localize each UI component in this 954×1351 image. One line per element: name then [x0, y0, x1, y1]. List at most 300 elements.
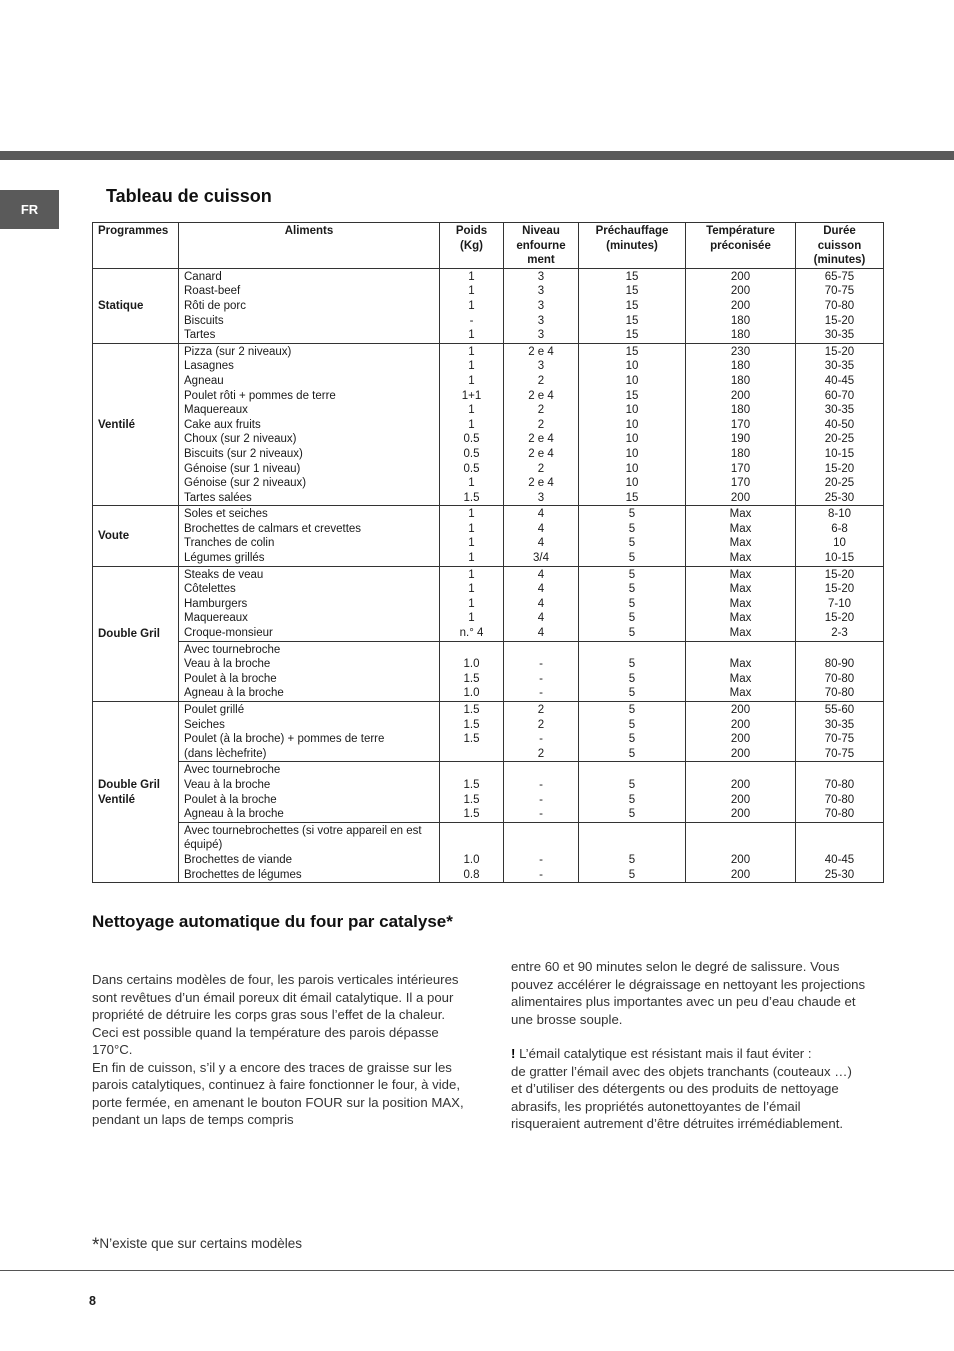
food-item: Brochettes de légumes	[184, 868, 302, 881]
block-heading-spacer	[801, 643, 878, 658]
table-cell	[440, 343, 504, 506]
block-heading-spacer	[509, 643, 573, 658]
food-item: Rôti de porc	[184, 299, 247, 312]
table-cell	[686, 641, 796, 701]
cell-value: -	[539, 868, 543, 881]
cell-value: 10	[625, 360, 639, 373]
cell-value: 7-10	[827, 597, 852, 610]
cell-value: 70-80	[824, 808, 855, 821]
table-cell	[686, 566, 796, 641]
table-cell	[179, 343, 440, 506]
food-item: Brochettes de viande	[184, 853, 293, 866]
table-cell	[796, 822, 884, 882]
cell-value: -	[469, 314, 474, 327]
cell-value: 2	[537, 747, 545, 760]
paragraph-spacer	[511, 1028, 873, 1045]
cell-value: 5	[628, 597, 636, 610]
block-heading-spacer	[584, 824, 680, 839]
text-column-right	[511, 958, 873, 1133]
food-item: Seiches	[184, 718, 225, 731]
cell-value: 5	[628, 672, 636, 685]
cell-value: 15	[625, 314, 639, 327]
cell-value: 15	[625, 270, 639, 283]
cell-value: Max	[729, 508, 752, 521]
cell-value: 30-35	[824, 360, 855, 373]
warning-item: et d’utiliser des détergents ou des produits de nettoyage abrasifs, les propriétés autonettoyantes de l’émail risqueraient autrement d’être détruites irrémédiablement.	[511, 1081, 844, 1131]
cell-value: 5	[628, 718, 636, 731]
cell-value: 0.5	[463, 447, 480, 460]
cell-value: 1.5	[463, 793, 480, 806]
cell-value: -	[539, 778, 543, 791]
block-heading-spacer	[509, 824, 573, 839]
food-item: Maquereaux	[184, 612, 248, 625]
cell-value: 2 e 4	[528, 433, 554, 446]
table-cell	[796, 268, 884, 343]
cell-value: 2	[537, 418, 545, 431]
cell-value: 15	[625, 491, 639, 504]
cell-value: 1	[468, 270, 475, 283]
cell-value: 15-20	[824, 345, 855, 358]
cell-value: 200	[730, 733, 751, 746]
cell-value: -	[539, 658, 543, 671]
header-cell: Température préconisée	[686, 223, 796, 269]
cell-value: 5	[628, 808, 636, 821]
cell-value: 5	[628, 793, 636, 806]
cell-value: 190	[730, 433, 751, 446]
cell-value: 1	[468, 360, 475, 373]
cell-value: 60-70	[824, 389, 855, 402]
table-cell	[440, 566, 504, 641]
table-cell	[504, 822, 579, 882]
cell-value: 180	[730, 404, 751, 417]
cell-value: 10-15	[824, 447, 855, 460]
cell-value: 15-20	[824, 568, 855, 581]
table-cell	[440, 822, 504, 882]
cell-value: 20-25	[824, 477, 855, 490]
table-cell	[796, 566, 884, 641]
cell-value: 1	[468, 299, 475, 312]
text-column-left	[92, 971, 470, 1129]
cell-value: 0.8	[463, 868, 480, 881]
cell-value: 1	[468, 285, 475, 298]
table-cell	[579, 566, 686, 641]
cell-value: 1+1	[461, 389, 482, 402]
table-cell	[179, 641, 440, 701]
table-cell	[579, 641, 686, 701]
cell-value: 25-30	[824, 868, 855, 881]
programme-cell	[93, 566, 179, 701]
cell-value: 70-80	[824, 299, 855, 312]
cell-value: 200	[730, 389, 751, 402]
cell-value: 200	[730, 299, 751, 312]
cell-value: 10	[833, 537, 846, 550]
cell-value: 2 e 4	[528, 477, 554, 490]
table-cell	[440, 268, 504, 343]
cell-value: 200	[730, 808, 751, 821]
cell-value: 180	[730, 447, 751, 460]
block-heading-spacer	[509, 838, 573, 853]
cell-value: Max	[729, 597, 752, 610]
cell-value: 200	[730, 778, 751, 791]
table-cell	[440, 641, 504, 701]
cell-value: 1	[468, 583, 475, 596]
table-cell	[179, 702, 440, 762]
cell-value: 5	[628, 612, 636, 625]
cell-value: 2 e 4	[528, 447, 554, 460]
cell-value: 70-80	[824, 778, 855, 791]
cell-value: 70-80	[824, 687, 855, 700]
cell-value: 3	[537, 491, 545, 504]
cell-value: 25-30	[824, 491, 855, 504]
cell-value: 2	[537, 374, 545, 387]
table-cell	[579, 506, 686, 566]
block-heading-spacer	[691, 824, 790, 839]
cell-value: -	[539, 733, 543, 746]
food-item: Génoise (sur 2 niveaux)	[184, 477, 307, 490]
food-item: Canard	[184, 270, 222, 283]
table-cell	[179, 762, 440, 822]
table-cell	[504, 566, 579, 641]
cell-value: 5	[628, 704, 636, 716]
cell-value: 15	[625, 285, 639, 298]
block-heading: Avec tournebroche	[184, 764, 281, 777]
cell-value: 70-75	[824, 747, 855, 760]
cell-value: Max	[729, 672, 752, 685]
footnote-text: N’existe que sur certains modèles	[99, 1236, 302, 1251]
table-cell	[440, 762, 504, 822]
cell-value: -	[539, 808, 543, 821]
table-cell	[579, 762, 686, 822]
cell-value: 4	[537, 522, 545, 535]
cell-value: 5	[628, 778, 636, 791]
cell-value: 5	[628, 868, 636, 881]
cell-value: 1	[468, 418, 475, 431]
cell-value: 1	[468, 404, 475, 417]
cell-value: -	[539, 853, 543, 866]
top-divider-bar	[0, 151, 954, 160]
cell-value: 4	[537, 627, 545, 640]
cell-value: 5	[628, 853, 636, 866]
cell-value: Max	[729, 583, 752, 596]
table-cell	[179, 268, 440, 343]
table-row	[93, 566, 884, 641]
cell-value: Max	[729, 687, 752, 700]
table-row	[93, 762, 884, 822]
cell-value: 4	[537, 583, 545, 596]
table-cell	[179, 506, 440, 566]
programme-cell	[93, 702, 179, 883]
header-cell: Programmes	[93, 223, 179, 269]
cell-value: 10	[625, 433, 639, 446]
table-cell	[579, 343, 686, 506]
cell-value: 70-75	[824, 285, 855, 298]
bottom-divider	[0, 1270, 954, 1271]
table-cell	[179, 822, 440, 882]
table-cell	[686, 702, 796, 762]
programme-label: Double Gril Ventilé	[98, 778, 160, 806]
cell-value: 1.5	[463, 672, 480, 685]
food-item: Agneau à la broche	[184, 808, 284, 821]
cell-value: 200	[730, 718, 751, 731]
table-title: Tableau de cuisson	[106, 186, 272, 206]
programme-cell	[93, 268, 179, 343]
footnote-star: *	[92, 1235, 100, 1256]
cell-value: 3	[537, 314, 545, 327]
cell-value: 10	[625, 447, 639, 460]
food-item: Tartes	[184, 329, 216, 342]
cell-value: 200	[730, 704, 751, 716]
cell-value: 80-90	[824, 658, 855, 671]
food-item: (dans lèchefrite)	[184, 747, 267, 760]
food-item: Steaks de veau	[184, 568, 264, 581]
food-item: Cake aux fruits	[184, 418, 261, 431]
food-item: Soles et seiches	[184, 508, 268, 521]
cell-value: 8-10	[827, 508, 852, 521]
cell-value: 15-20	[824, 583, 855, 596]
cell-value: 3	[537, 360, 545, 373]
table-cell	[504, 506, 579, 566]
cell-value: 15	[625, 345, 639, 358]
page-number: 8	[89, 1294, 96, 1308]
cell-value: 1	[468, 597, 475, 610]
cell-value: 40-45	[824, 853, 855, 866]
food-item: Biscuits (sur 2 niveaux)	[184, 447, 303, 460]
cell-value: n.° 4	[459, 627, 484, 640]
programme-label: Statique	[98, 299, 144, 312]
table-cell	[179, 566, 440, 641]
cell-value: 1.0	[463, 687, 480, 700]
cell-value: 180	[730, 329, 751, 342]
block-heading-spacer	[445, 838, 498, 853]
cell-value: -	[539, 672, 543, 685]
table-cell	[796, 343, 884, 506]
block-heading-spacer	[445, 763, 498, 778]
cell-value: 200	[730, 853, 751, 866]
table-cell	[796, 762, 884, 822]
cell-value: 1	[468, 345, 475, 358]
section-title-cleaning: Nettoyage automatique du four par catalyse*	[92, 912, 453, 931]
cell-value: 70-75	[824, 733, 855, 746]
cell-value: 1	[468, 522, 475, 535]
block-heading-spacer	[801, 824, 878, 839]
block-heading-spacer	[584, 643, 680, 658]
table-cell	[796, 506, 884, 566]
cell-value: 200	[730, 491, 751, 504]
cell-value: Max	[729, 612, 752, 625]
cell-value: 5	[628, 537, 636, 550]
cell-value: Max	[729, 537, 752, 550]
cell-value: Max	[729, 522, 752, 535]
food-item: Tranches de colin	[184, 537, 275, 550]
cell-value: 1.5	[463, 718, 480, 731]
cell-value: Max	[729, 658, 752, 671]
cell-value: 65-75	[824, 270, 855, 283]
cell-value: 0.5	[463, 433, 480, 446]
cell-value: 3	[537, 285, 545, 298]
cell-value: 15	[625, 389, 639, 402]
language-tab: FR	[0, 190, 59, 229]
table-cell	[686, 762, 796, 822]
cell-value: 30-35	[824, 329, 855, 342]
food-item: Hamburgers	[184, 597, 248, 610]
cell-value: 4	[537, 568, 545, 581]
block-heading-spacer	[584, 763, 680, 778]
cell-value: -	[539, 793, 543, 806]
table-cell	[504, 762, 579, 822]
cell-value: 5	[628, 508, 636, 521]
cell-value: 30-35	[824, 404, 855, 417]
cell-value: 40-50	[824, 418, 855, 431]
cell-value: 2 e 4	[528, 389, 554, 402]
cell-value: 5	[628, 733, 636, 746]
food-item: Poulet à la broche	[184, 793, 277, 806]
table-row	[93, 506, 884, 566]
table-row	[93, 702, 884, 762]
food-item: Veau à la broche	[184, 658, 271, 671]
cell-value: 1.5	[463, 491, 480, 504]
food-item: Choux (sur 2 niveaux)	[184, 433, 297, 446]
cell-value: 55-60	[824, 704, 855, 716]
cell-value: 1.5	[463, 704, 480, 716]
warning-item: de gratter l’émail avec des objets tranchants (couteaux …)	[511, 1063, 852, 1079]
cell-value: 1	[468, 568, 475, 581]
table-body	[93, 268, 884, 882]
food-item: Pizza (sur 2 niveaux)	[184, 345, 292, 358]
cell-value: 15-20	[824, 314, 855, 327]
paragraph: Dans certains modèles de four, les parois verticales intérieures sont revêtues d’un émail poreux dit émail catalytique. Il a pour propriété de détruire les corps gras sous l’effet de la chaleur. Ceci est possible quand la température des parois dépasse 170°C.	[92, 972, 459, 1057]
cell-value: 10	[625, 477, 639, 490]
cell-value: 1	[468, 329, 475, 342]
food-item: Croque-monsieur	[184, 627, 273, 640]
cell-value: 10-15	[824, 552, 855, 565]
block-heading-spacer	[584, 838, 680, 853]
cell-value: 230	[730, 345, 751, 358]
table-cell	[686, 822, 796, 882]
footnote	[92, 1235, 302, 1257]
table-header-row	[93, 223, 884, 269]
cell-value: 15-20	[824, 462, 855, 475]
cell-value: 1	[468, 612, 475, 625]
food-item: Lasagnes	[184, 360, 234, 373]
cell-value: Max	[729, 627, 752, 640]
cell-value: 15	[625, 299, 639, 312]
table-cell	[686, 506, 796, 566]
cell-value	[445, 747, 498, 762]
table-row	[93, 343, 884, 506]
food-item: Tartes salées	[184, 491, 252, 504]
table-cell	[440, 702, 504, 762]
header-cell: Aliments	[179, 223, 440, 269]
food-item: Agneau à la broche	[184, 687, 284, 700]
food-item: Poulet (à la broche) + pommes de terre	[184, 733, 385, 746]
header-cell: Niveau enfourne ment	[504, 223, 579, 269]
cell-value: 70-80	[824, 793, 855, 806]
table-cell	[504, 641, 579, 701]
table-cell	[686, 343, 796, 506]
cell-value: 15	[625, 329, 639, 342]
block-heading-spacer	[801, 838, 878, 853]
cell-value: 3/4	[533, 552, 549, 565]
cell-value: 70-80	[824, 672, 855, 685]
cell-value: 1	[468, 477, 475, 490]
cell-value: 200	[730, 270, 751, 283]
cell-value: 200	[730, 285, 751, 298]
programme-label: Double Gril	[98, 628, 160, 641]
cell-value: 5	[628, 583, 636, 596]
cell-value: 2	[537, 462, 545, 475]
block-heading-spacer	[445, 824, 498, 839]
cell-value: 200	[730, 747, 751, 760]
cell-value: 5	[628, 747, 636, 760]
cell-value: 40-45	[824, 374, 855, 387]
food-item: Côtelettes	[184, 583, 236, 596]
cell-value: 5	[628, 568, 636, 581]
table-cell	[579, 268, 686, 343]
cell-value: 2 e 4	[528, 345, 554, 358]
food-item: Agneau	[184, 374, 224, 387]
table-row	[93, 822, 884, 882]
cell-value: 10	[625, 418, 639, 431]
cell-value: 4	[537, 597, 545, 610]
cooking-table	[92, 222, 884, 883]
food-item: Brochettes de calmars et crevettes	[184, 522, 362, 535]
header-cell: Poids (Kg)	[440, 223, 504, 269]
block-heading-spacer	[509, 763, 573, 778]
header-cell: Durée cuisson (minutes)	[796, 223, 884, 269]
food-item: Poulet à la broche	[184, 672, 277, 685]
cell-value: 3	[537, 329, 545, 342]
cell-value: 5	[628, 658, 636, 671]
cell-value: 5	[628, 687, 636, 700]
cell-value: 10	[625, 404, 639, 417]
block-heading-spacer	[801, 763, 878, 778]
cell-value: 1.0	[463, 658, 480, 671]
header-cell: Préchauffage (minutes)	[579, 223, 686, 269]
programme-label: Ventilé	[98, 418, 136, 431]
cell-value: 1.0	[463, 853, 480, 866]
cell-value: 2	[537, 718, 545, 731]
cell-value: 3	[537, 299, 545, 312]
paragraph: entre 60 et 90 minutes selon le degré de salissure. Vous pouvez accélérer le dégraissage en nettoyant les projections alimentaires plus importantes avec un peu d’eau chaude et une brosse souple.	[511, 959, 866, 1027]
cell-value: 0.5	[463, 462, 480, 475]
cell-value: 6-8	[831, 522, 848, 535]
cell-value: 5	[628, 522, 636, 535]
cell-value: 20-25	[824, 433, 855, 446]
table-cell	[796, 641, 884, 701]
warning-line	[511, 1045, 873, 1063]
cell-value: 200	[730, 793, 751, 806]
cell-value: Max	[729, 568, 752, 581]
cell-value: 3	[537, 270, 545, 283]
table-cell	[579, 702, 686, 762]
cell-value: 4	[537, 612, 545, 625]
cell-value: 1.5	[463, 808, 480, 821]
cell-value: 1	[468, 537, 475, 550]
programme-label: Voute	[98, 530, 130, 543]
table-row	[93, 641, 884, 701]
food-item: Génoise (sur 1 niveau)	[184, 462, 301, 475]
cell-value: 1.5	[463, 733, 480, 746]
cell-value: 170	[730, 477, 751, 490]
cell-value: 200	[730, 868, 751, 881]
food-item: Biscuits	[184, 314, 224, 327]
cell-value: 30-35	[824, 718, 855, 731]
cell-value: 180	[730, 314, 751, 327]
table-cell	[686, 268, 796, 343]
cell-value: 170	[730, 462, 751, 475]
block-heading: Avec tournebrochettes (si votre appareil en est équipé)	[184, 824, 422, 852]
table-cell	[796, 702, 884, 762]
